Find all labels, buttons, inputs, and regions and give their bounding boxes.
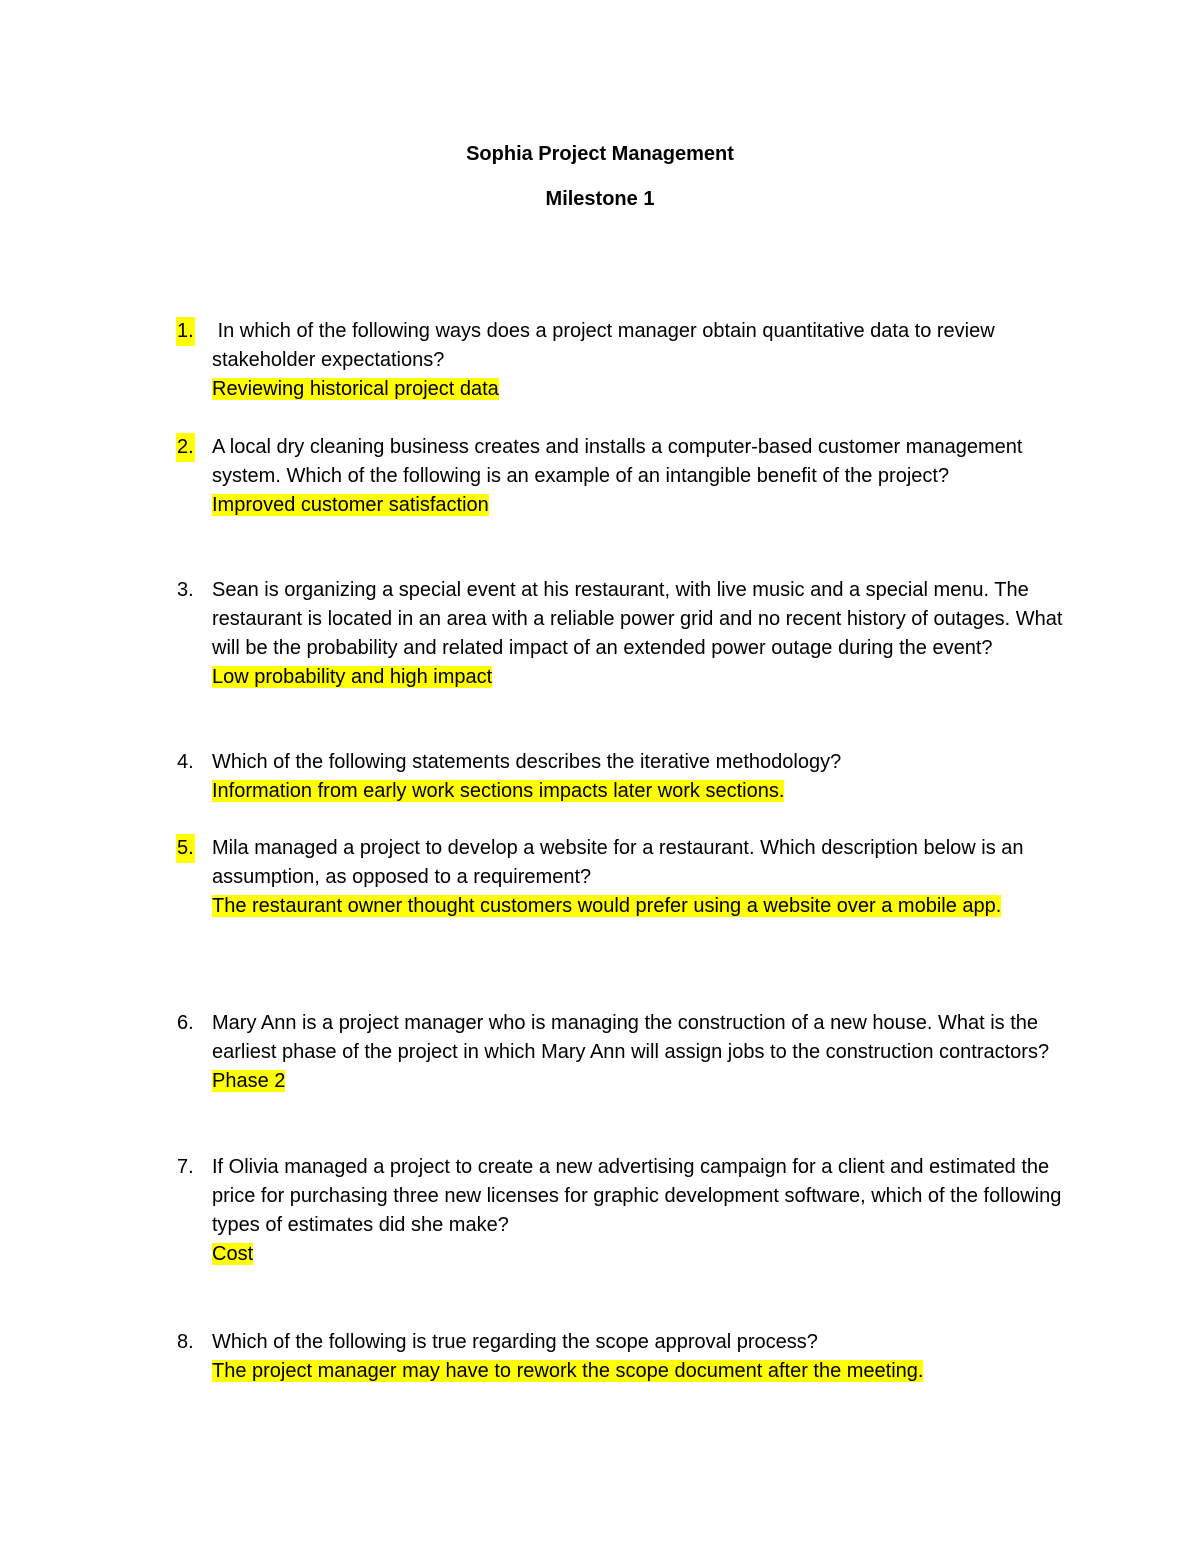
question-4	[176, 748, 1076, 806]
question-number: 7.	[177, 1156, 194, 1178]
question-text: Which of the following is true regarding the scope approval process?	[212, 1331, 818, 1353]
document-subtitle: Milestone 1	[545, 188, 655, 210]
question-text: A local dry cleaning business creates and installs a computer-based customer management system. Which of the following is an example of an intangible benefit of the project?	[212, 436, 1023, 487]
answer-text: Improved customer satisfaction	[212, 494, 489, 516]
question-5	[176, 834, 1076, 921]
answer-text: The project manager may have to rework the scope document after the meeting.	[212, 1360, 924, 1382]
answer-text: Phase 2	[212, 1070, 286, 1092]
answer-text: Information from early work sections impacts later work sections.	[212, 780, 785, 802]
question-7	[176, 1153, 1076, 1269]
question-1	[176, 317, 1076, 404]
question-8	[176, 1328, 1076, 1386]
question-2	[176, 433, 1076, 520]
question-text: If Olivia managed a project to create a new advertising campaign for a client and estimated the price for purchasing three new licenses for graphic development software, which of the following types of estimates did she make?	[212, 1156, 1062, 1236]
question-number: 8.	[177, 1331, 194, 1353]
question-number: 3.	[177, 579, 194, 601]
question-text: In which of the following ways does a project manager obtain quantitative data to review stakeholder expectations?	[212, 320, 1001, 371]
question-number: 4.	[177, 751, 194, 773]
question-number: 6.	[177, 1012, 194, 1034]
answer-text: Cost	[212, 1243, 254, 1265]
question-number: 2.	[176, 433, 195, 462]
document-title: Sophia Project Management	[466, 143, 734, 165]
question-number: 1.	[176, 317, 195, 346]
question-text: Mila managed a project to develop a website for a restaurant. Which description below is an assumption, as opposed to a requirement?	[212, 837, 1024, 888]
answer-text: The restaurant owner thought customers would prefer using a website over a mobile app.	[212, 895, 1002, 917]
question-3	[176, 576, 1076, 692]
question-text: Sean is organizing a special event at his restaurant, with live music and a special menu. The restaurant is located in an area with a reliable power grid and no recent history of outages. What will be the probability and related impact of an extended power outage during the event?	[212, 579, 1063, 659]
answer-text: Low probability and high impact	[212, 666, 493, 688]
question-number: 5.	[176, 834, 195, 863]
question-6	[176, 1009, 1076, 1096]
answer-text: Reviewing historical project data	[212, 378, 499, 400]
question-text: Which of the following statements describes the iterative methodology?	[212, 751, 842, 773]
question-text: Mary Ann is a project manager who is managing the construction of a new house. What is the earliest phase of the project in which Mary Ann will assign jobs to the construction contractors?	[212, 1012, 1050, 1063]
